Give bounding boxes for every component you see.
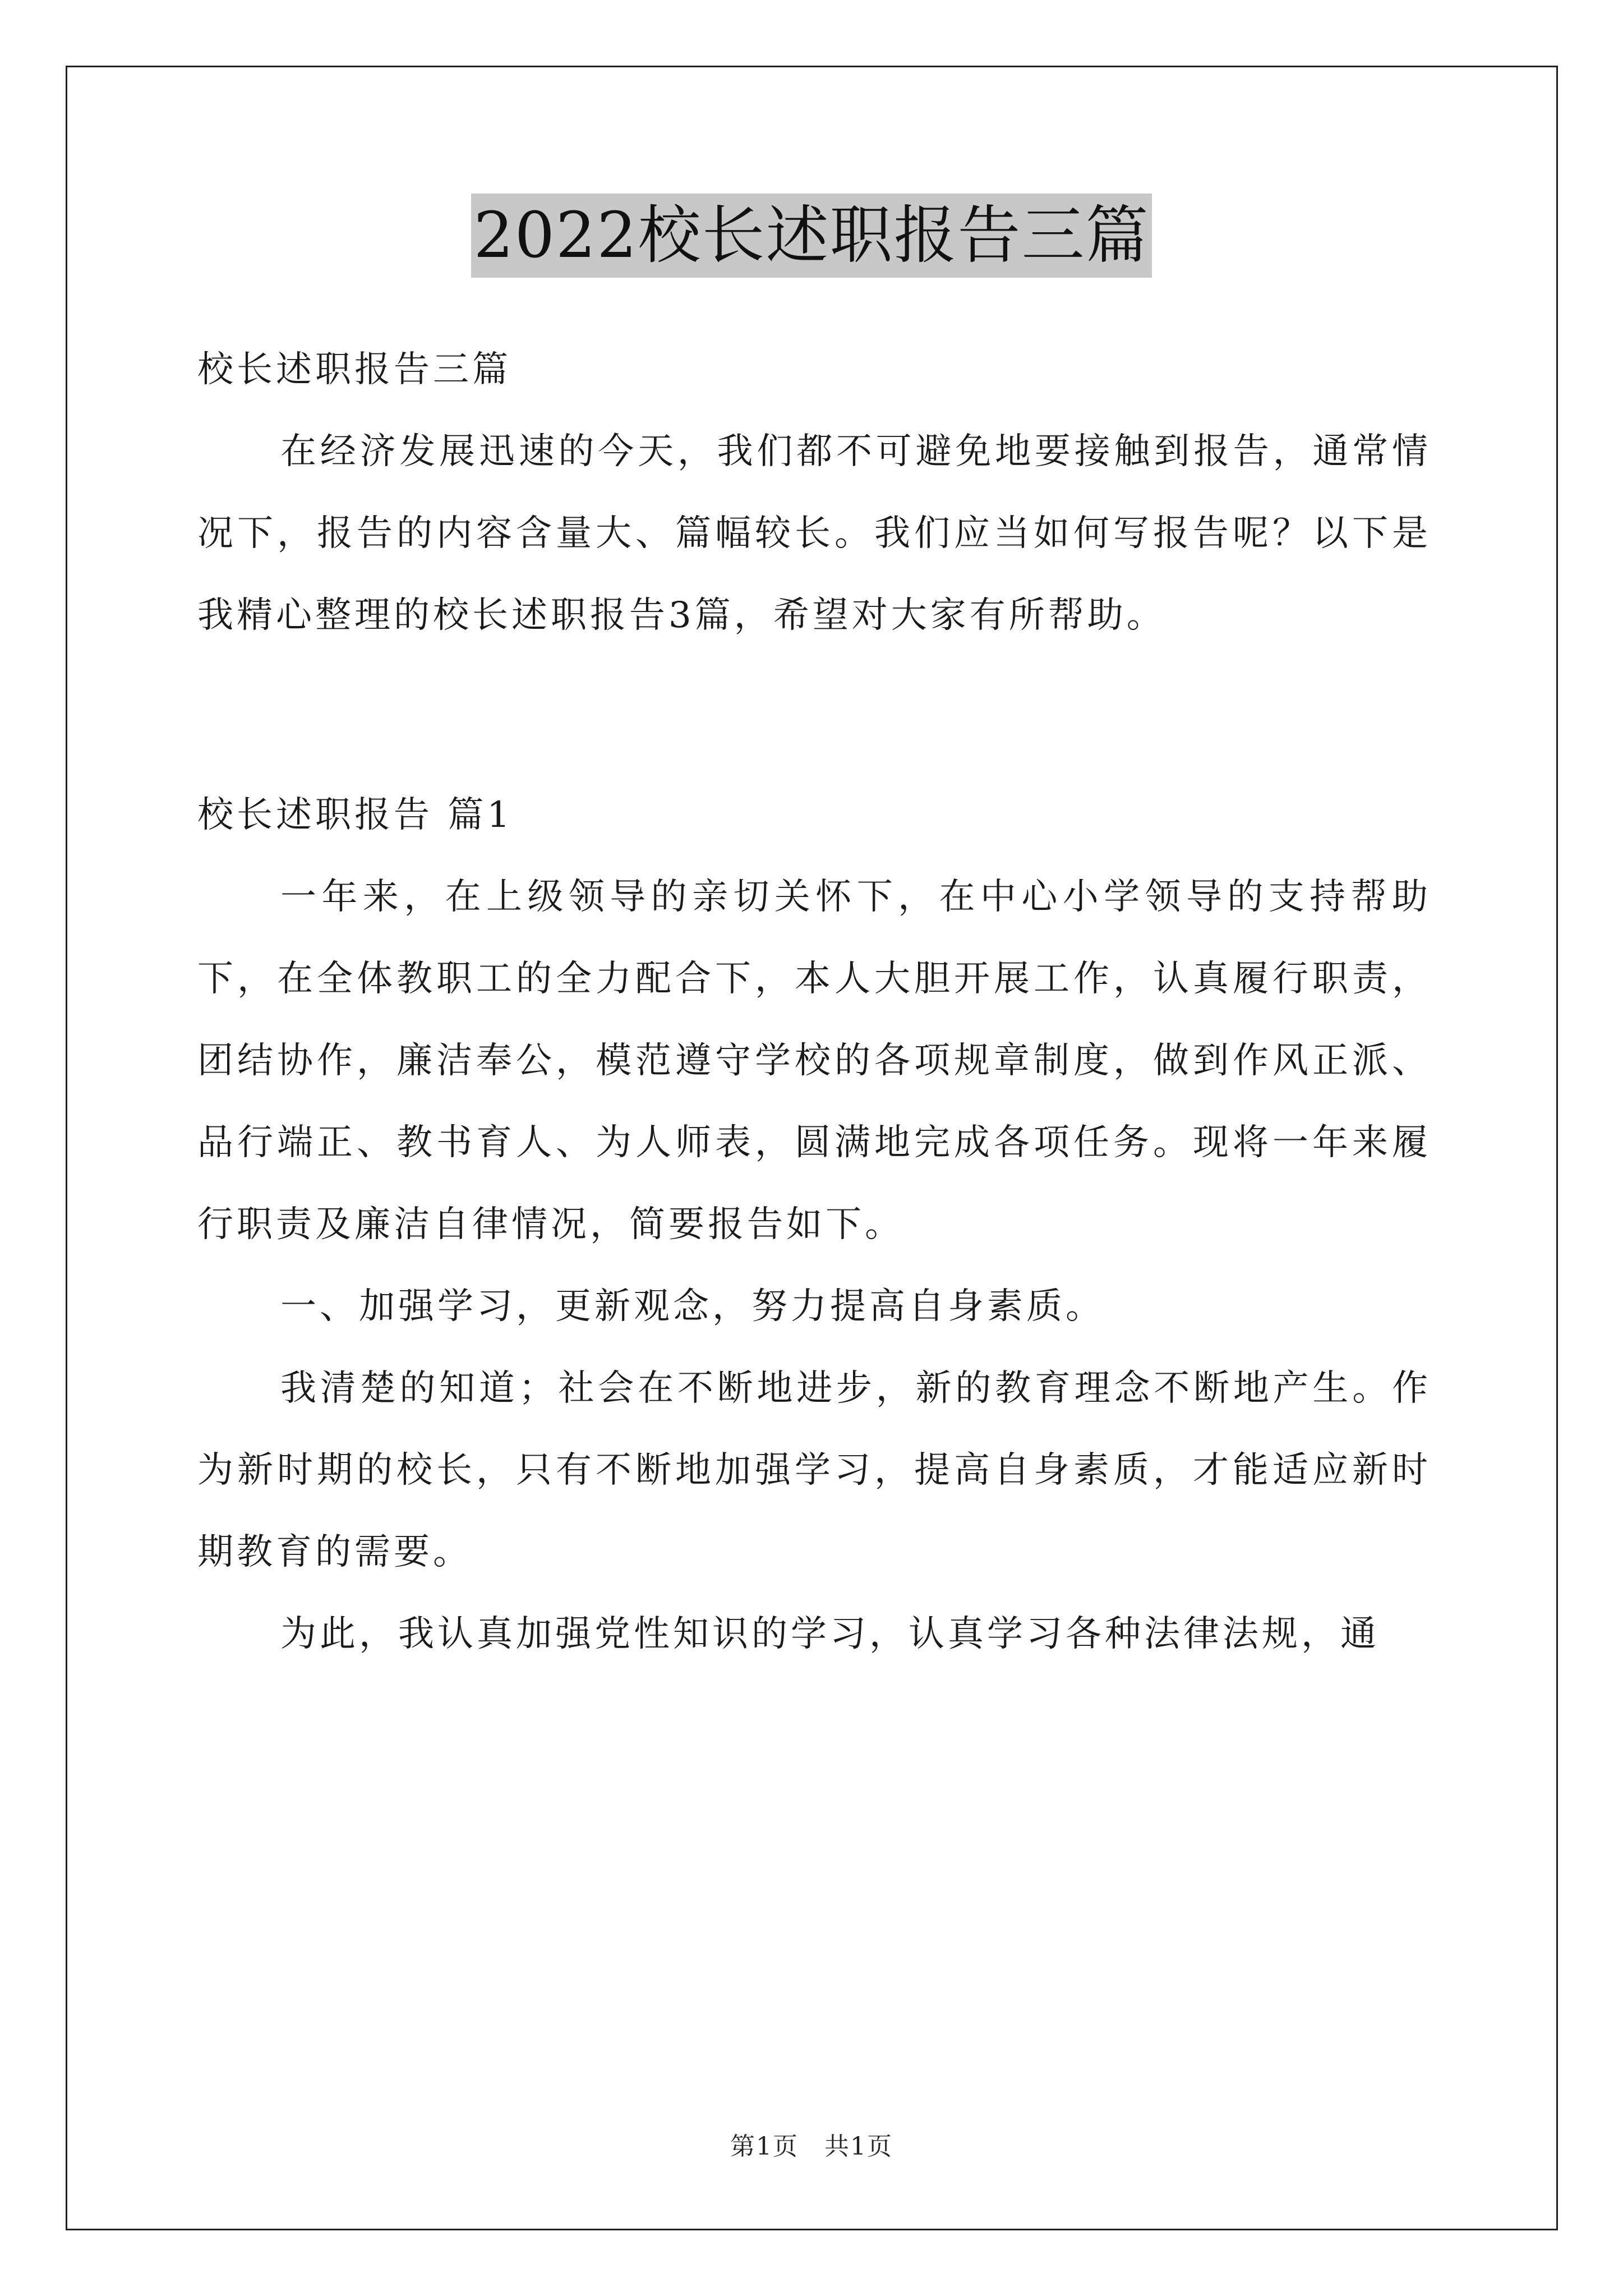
body-paragraph: 我清楚的知道；社会在不断地进步，新的教育理念不断地产生。作为新时期的校长，只有不断地加强学习，提高自身素质，才能适应新时期教育的需要。 [197, 1368, 1431, 1573]
page-number-footer: 第1页 共1页 [730, 2132, 893, 2161]
section-heading: 校长述职报告 篇1 [197, 794, 514, 836]
body-paragraph: 为此，我认真加强党性知识的学习，认真学习各种法律法规，通 [280, 1613, 1380, 1655]
intro-paragraph: 在经济发展迅速的今天，我们都不可避免地要接触到报告，通常情况下，报告的内容含量大、篇幅较长。我们应当如何写报告呢？以下是我精心整理的校长述职报告3篇，希望对大家有所帮助。 [197, 431, 1431, 636]
body-paragraph: 一、加强学习，更新观念，努力提高自身素质。 [280, 1286, 1105, 1327]
document-subtitle: 校长述职报告三篇 [197, 349, 511, 390]
body-paragraph: 一年来，在上级领导的亲切关怀下，在中心小学领导的支持帮助下，在全体教职工的全力配合下，本人大胆开展工作，认真履行职责，团结协作，廉洁奉公，模范遵守学校的各项规章制度，做到作风正派、品行端正、教书育人、为人师表，圆满地完成各项任务。现将一年来履行职责及廉洁自律情况，简要报告如下。 [197, 876, 1431, 1245]
spacer [197, 292, 1431, 329]
document-body [197, 292, 1431, 1675]
document-title: 2022校长述职报告三篇 [471, 194, 1151, 278]
title-container [0, 194, 1623, 278]
spacer [197, 656, 1431, 774]
